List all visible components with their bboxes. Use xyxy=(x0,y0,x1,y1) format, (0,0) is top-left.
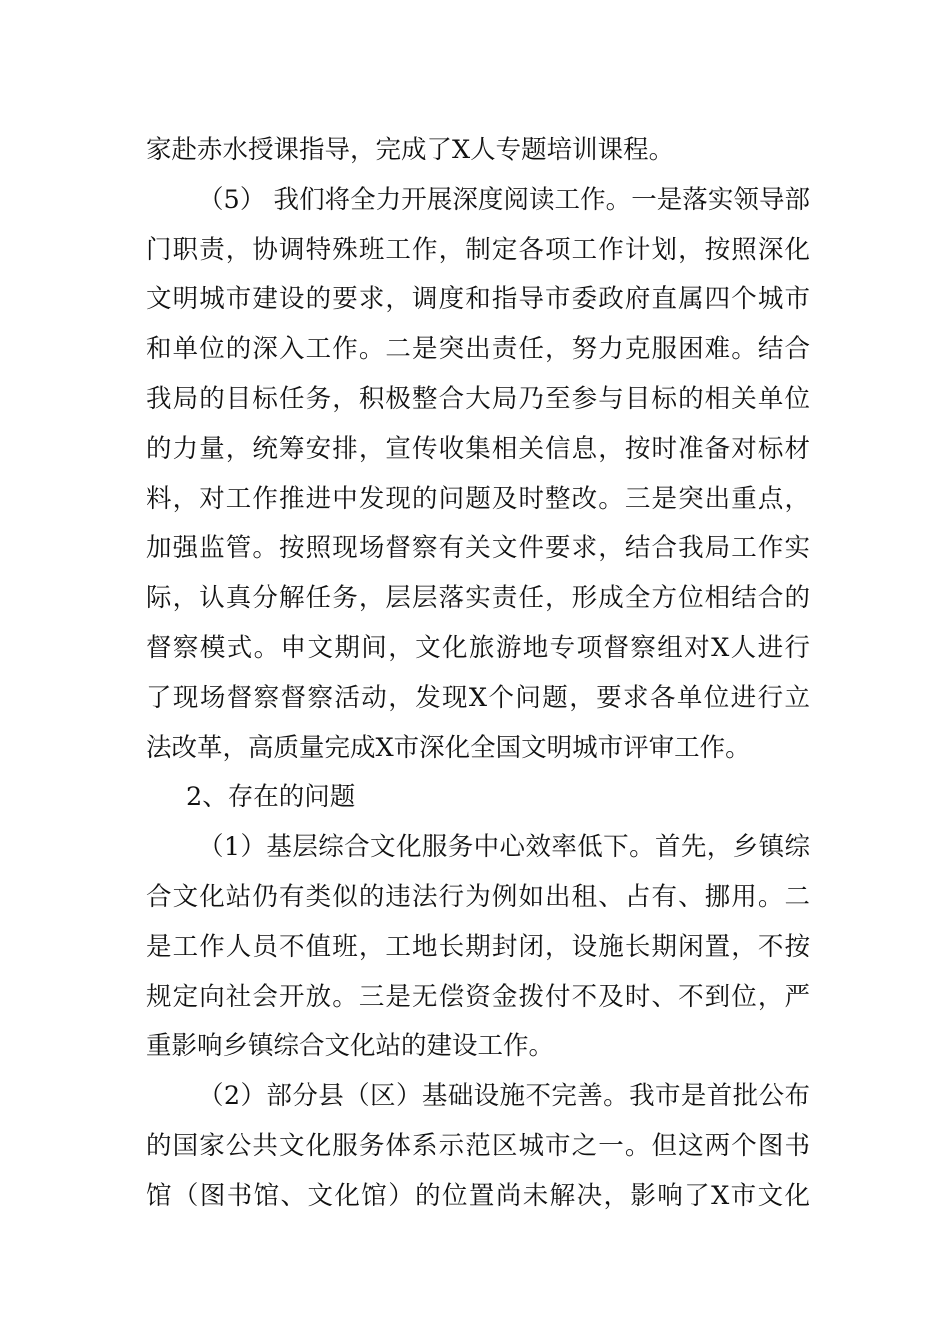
text-line-16: 合文化站仍有类似的违法行为例如出租、占有、挪用。二 xyxy=(146,881,810,912)
text-line-10: 际，认真分解任务，层层落实责任，形成全方位相结合的 xyxy=(146,583,810,614)
text-line-21: 的国家公共文化服务体系示范区城市之一。但这两个图书 xyxy=(146,1130,810,1161)
text-line-5: 和单位的深入工作。二是突出责任，努力克服困难。结合 xyxy=(146,334,810,365)
paragraph-5-heading-line: （5） 我们将全力开展深度阅读工作。一是落实领导部 xyxy=(198,184,810,215)
text-line-1: 家赴赤水授课指导，完成了X人专题培训课程。 xyxy=(146,135,675,165)
section-heading-problems: 2、存在的问题 xyxy=(186,782,356,813)
text-line-4: 文明城市建设的要求，调度和指导市委政府直属四个城市 xyxy=(146,284,810,315)
text-line-18: 规定向社会开放。三是无偿资金拨付不及时、不到位，严 xyxy=(146,981,810,1012)
document-body xyxy=(146,126,810,1222)
text-line-17: 是工作人员不值班，工地长期封闭，设施长期闲置，不按 xyxy=(146,931,810,962)
text-line-22: 馆（图书馆、文化馆）的位置尚未解决，影响了X市文化 xyxy=(146,1180,810,1211)
text-line-3: 门职责，协调特殊班工作，制定各项工作计划，按照深化 xyxy=(146,234,810,265)
text-line-11: 督察模式。申文期间，文化旅游地专项督察组对X人进行 xyxy=(146,632,810,663)
text-line-12: 了现场督察督察活动，发现X个问题，要求各单位进行立 xyxy=(146,682,810,713)
text-line-7: 的力量，统筹安排，宣传收集相关信息，按时准备对标材 xyxy=(146,433,810,464)
text-line-9: 加强监管。按照现场督察有关文件要求，结合我局工作实 xyxy=(146,533,810,564)
problem-2-heading-line: （2）部分县（区）基础设施不完善。我市是首批公布 xyxy=(198,1081,810,1112)
text-line-6: 我局的目标任务，积极整合大局乃至参与目标的相关单位 xyxy=(146,383,810,414)
text-line-19: 重影响乡镇综合文化站的建设工作。 xyxy=(146,1031,555,1062)
text-line-8: 料，对工作推进中发现的问题及时整改。三是突出重点， xyxy=(146,483,810,514)
text-line-13: 法改革，高质量完成X市深化全国文明城市评审工作。 xyxy=(146,732,751,763)
problem-1-heading-line: （1）基层综合文化服务中心效率低下。首先，乡镇综 xyxy=(198,832,810,863)
